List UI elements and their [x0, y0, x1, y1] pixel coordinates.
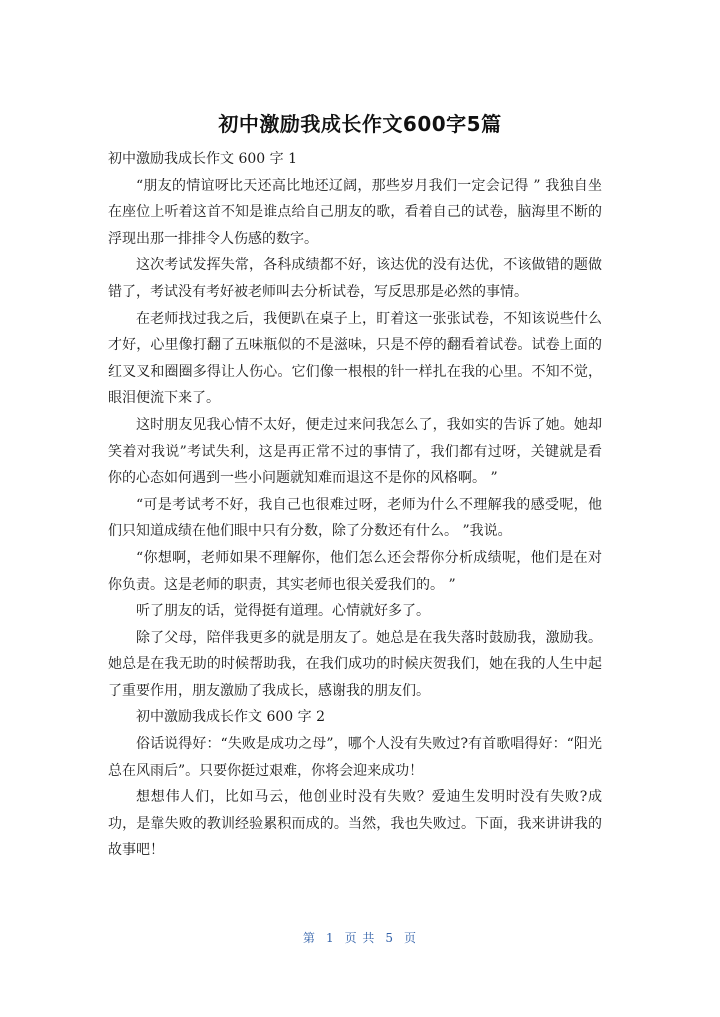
body-paragraph: “可是考试考不好，我自己也很难过呀，老师为什么不理解我的感受呢，他们只知道成绩在他们眼中只有分数，除了分数还有什么。 ”我说。: [108, 496, 602, 540]
body-paragraph: 除了父母，陪伴我更多的就是朋友了。她总是在我失落时鼓励我，激励我。她总是在我无助的时候帮助我，在我们成功的时候庆贺我们，她在我的人生中起了重要作用，朋友激励了我成长，感谢我的朋友们。: [108, 629, 602, 699]
footer-suffix: 页: [404, 931, 418, 945]
section-heading: 初中激励我成长作文 600 字 1: [108, 151, 297, 167]
footer-middle: 页 共: [344, 931, 376, 945]
page-footer: [0, 929, 720, 946]
body-paragraph: 俗话说得好：“失败是成功之母”，哪个人没有失败过?有首歌唱得好：“阳光总在风雨后”。只要你挺过艰难，你将会迎来成功！: [108, 736, 602, 779]
body-paragraph: 在老师找过我之后，我便趴在桌子上，盯着这一张张试卷，不知该说些什么才好，心里像打翻了五味瓶似的不是滋味，只是不停的翻看着试卷。试卷上面的红叉叉和圈圈多得让人伤心。它们像一根根的针一样扎在我的心里。不知不觉，眼泪便流下来了。: [108, 310, 602, 407]
body-paragraph: 这时朋友见我心情不太好，便走过来问我怎么了，我如实的告诉了她。她却笑着对我说”考试失利，这是再正常不过的事情了，我们都有过呀，关键就是看你的心态如何遇到一些小问题就知难而退这不是你的风格啊。 ”: [108, 416, 602, 487]
footer-current-page: 1: [325, 931, 335, 945]
body-paragraph: 想想伟人们，比如马云，他创业时没有失败？爱迪生发明时没有失败?成功，是靠失败的教训经验累积而成的。当然，我也失败过。下面，我来讲讲我的故事吧！: [108, 789, 602, 859]
body-paragraph: 这次考试发挥失常，各科成绩都不好，该达优的没有达优，不该做错的题做错了，考试没有考好被老师叫去分析试卷，写反思那是必然的事情。: [108, 257, 602, 300]
document-body: [108, 146, 602, 864]
body-paragraph: “朋友的情谊呀比天还高比地还辽阔，那些岁月我们一定会记得 ” 我独自坐在座位上听着这首不知是谁点给自己朋友的歌，看着自己的试卷，脑海里不断的浮现出那一排排令人伤感的数字。: [108, 177, 602, 247]
body-paragraph: “你想啊，老师如果不理解你，他们怎么还会帮你分析成绩呢，他们是在对你负责。这是老师的职责，其实老师也很关爱我们的。 ”: [108, 549, 602, 593]
body-paragraph: 听了朋友的话，觉得挺有道理。心情就好多了。: [136, 603, 430, 620]
page-title: 初中激励我成长作文600字5篇: [218, 112, 502, 136]
footer-total-pages: 5: [385, 931, 395, 945]
section-heading: 初中激励我成长作文 600 字 2: [136, 709, 325, 726]
footer-prefix: 第: [302, 931, 316, 945]
